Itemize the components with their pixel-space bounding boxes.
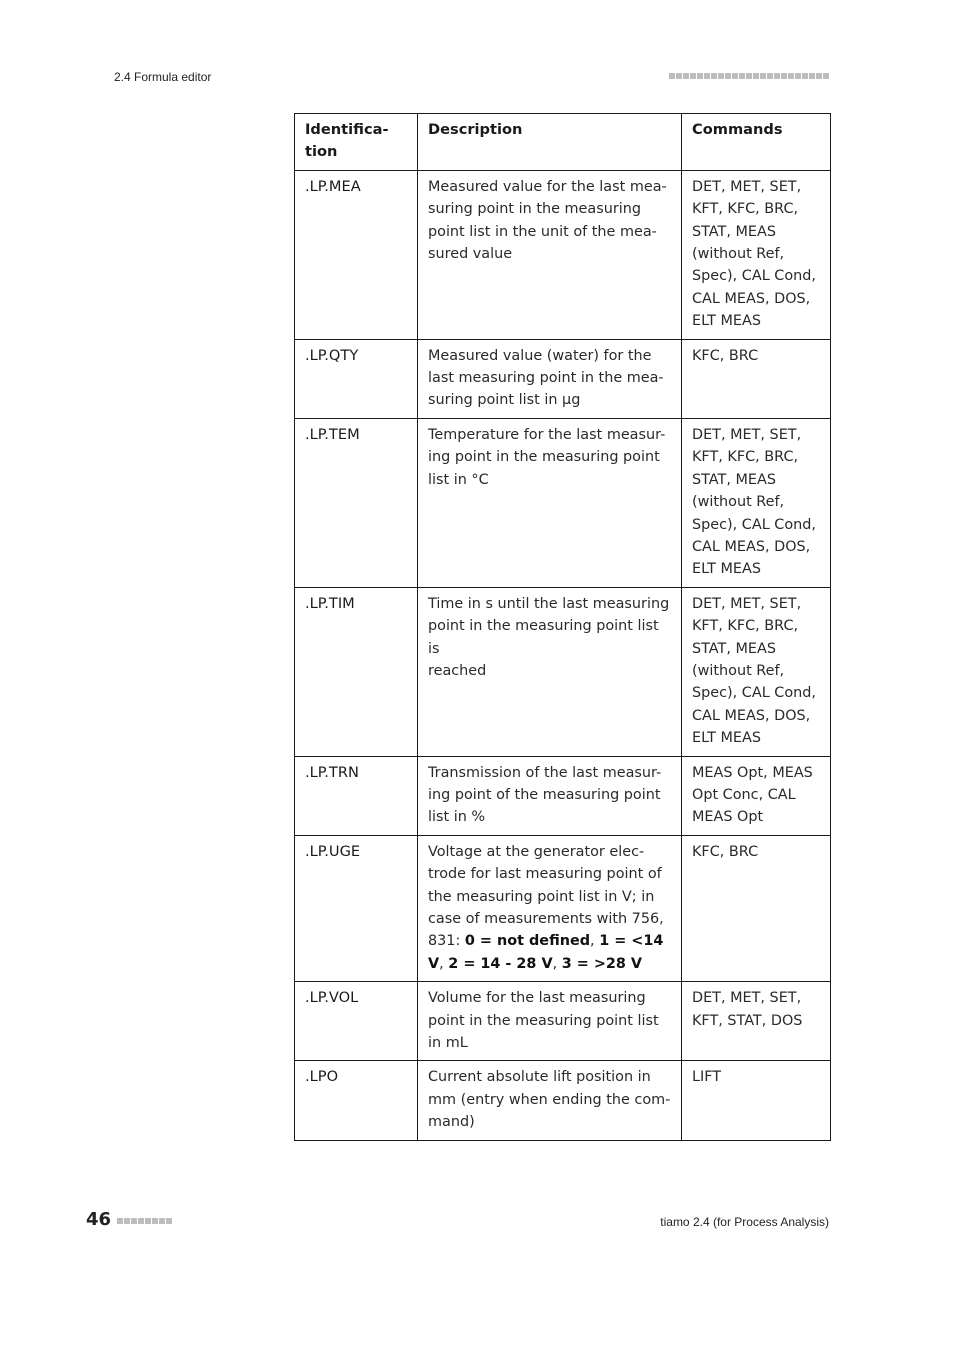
value-under-14v: 1 = <14 V [428, 933, 664, 972]
table-row [295, 1061, 831, 1140]
decoration-square [781, 73, 787, 79]
row-commands: MEAS Opt, MEAS Opt Conc, CAL MEAS Opt [682, 756, 831, 835]
decoration-square [704, 73, 710, 79]
value-not-defined: 0 = not defined [464, 933, 591, 950]
decoration-square [718, 73, 724, 79]
description-text: Voltage at the generator elec- trode for last measuring point of the measuring point list in V; in case of measurements with 756, 831: [428, 843, 664, 950]
decoration-square [760, 73, 766, 79]
row-description: Time in s until the last measuring point in the measuring point list is reached [418, 587, 682, 756]
decoration-square [676, 73, 682, 79]
value-14-28v: 2 = 14 - 28 V [448, 955, 553, 972]
decoration-square [145, 1218, 151, 1224]
column-header-description: Description [418, 114, 682, 171]
header-decoration [669, 73, 829, 79]
decoration-square [746, 73, 752, 79]
decoration-square [823, 73, 829, 79]
decoration-square [669, 73, 675, 79]
row-commands: DET, MET, SET, KFT, KFC, BRC, STAT, MEAS (without Ref, Spec), CAL Cond, CAL MEAS, DOS, ELT MEAS [682, 418, 831, 587]
decoration-square [159, 1218, 165, 1224]
page-footer-left [86, 1209, 172, 1230]
decoration-square [166, 1218, 172, 1224]
decoration-square [788, 73, 794, 79]
decoration-square [117, 1218, 123, 1224]
separator: , [439, 955, 449, 972]
decoration-square [809, 73, 815, 79]
decoration-square [690, 73, 696, 79]
table-row [295, 982, 831, 1061]
table-row [295, 418, 831, 587]
decoration-square [697, 73, 703, 79]
decoration-square [725, 73, 731, 79]
row-description [418, 835, 682, 981]
row-identifier: .LPO [295, 1061, 418, 1140]
table-row [295, 756, 831, 835]
row-identifier: .LP.VOL [295, 982, 418, 1061]
decoration-square [683, 73, 689, 79]
row-identifier: .LP.TIM [295, 587, 418, 756]
row-description: Measured value (water) for the last measuring point in the mea- suring point list in µg [418, 339, 682, 418]
decoration-square [124, 1218, 130, 1224]
value-over-28v: 3 = >28 V [561, 955, 643, 972]
decoration-square [795, 73, 801, 79]
table-row [295, 587, 831, 756]
table-row [295, 835, 831, 981]
decoration-square [739, 73, 745, 79]
decoration-square [732, 73, 738, 79]
running-header-section: 2.4 Formula editor [114, 70, 212, 84]
footer-product-name: tiamo 2.4 (for Process Analysis) [660, 1215, 829, 1229]
column-header-commands: Commands [682, 114, 831, 171]
identifier-table [294, 113, 831, 1141]
row-identifier: .LP.QTY [295, 339, 418, 418]
row-description: Temperature for the last measur- ing point in the measuring point list in °C [418, 418, 682, 587]
column-header-identification: Identifica- tion [295, 114, 418, 171]
decoration-square [767, 73, 773, 79]
decoration-square [152, 1218, 158, 1224]
page-number: 46 [86, 1209, 112, 1230]
row-description: Transmission of the last measur- ing point of the measuring point list in % [418, 756, 682, 835]
row-commands: DET, MET, SET, KFT, STAT, DOS [682, 982, 831, 1061]
row-identifier: .LP.TRN [295, 756, 418, 835]
table-row [295, 170, 831, 339]
decoration-square [711, 73, 717, 79]
decoration-square [138, 1218, 144, 1224]
separator: , [590, 933, 600, 950]
decoration-square [753, 73, 759, 79]
decoration-square [774, 73, 780, 79]
row-commands: LIFT [682, 1061, 831, 1140]
row-commands: DET, MET, SET, KFT, KFC, BRC, STAT, MEAS (without Ref, Spec), CAL Cond, CAL MEAS, DOS, ELT MEAS [682, 170, 831, 339]
footer-decoration [117, 1218, 172, 1224]
row-description: Volume for the last measuring point in the measuring point list in mL [418, 982, 682, 1061]
decoration-square [131, 1218, 137, 1224]
row-description: Current absolute lift position in mm (entry when ending the com- mand) [418, 1061, 682, 1140]
decoration-square [816, 73, 822, 79]
row-commands: DET, MET, SET, KFT, KFC, BRC, STAT, MEAS (without Ref, Spec), CAL Cond, CAL MEAS, DOS, ELT MEAS [682, 587, 831, 756]
row-identifier: .LP.MEA [295, 170, 418, 339]
row-identifier: .LP.TEM [295, 418, 418, 587]
table-row [295, 339, 831, 418]
table-header-row [295, 114, 831, 171]
row-commands: KFC, BRC [682, 835, 831, 981]
separator: , [552, 955, 562, 972]
row-commands: KFC, BRC [682, 339, 831, 418]
row-description: Measured value for the last mea- suring point in the measuring point list in the unit of the mea- sured value [418, 170, 682, 339]
decoration-square [802, 73, 808, 79]
row-identifier: .LP.UGE [295, 835, 418, 981]
